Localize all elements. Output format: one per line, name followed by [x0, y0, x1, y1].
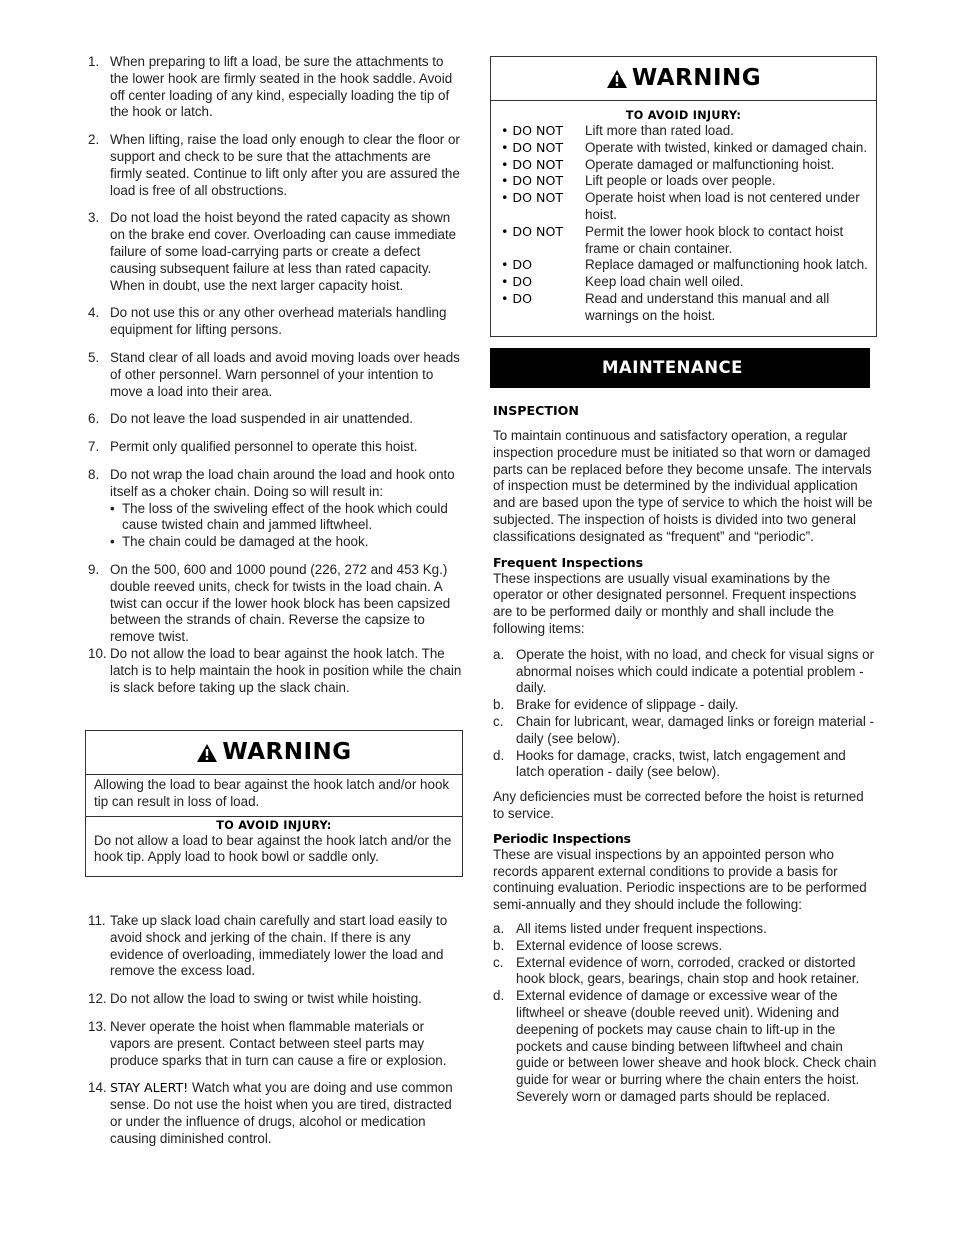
list-item: b. Brake for evidence of slippage - daily.: [493, 697, 739, 713]
warning-text: Allowing the load to bear against the hook latch and/or hook tip can result in loss of load.: [94, 777, 450, 809]
deficiencies-note: Any deficiencies must be corrected before the hoist is returned to service.: [493, 789, 864, 821]
inspection-heading: INSPECTION: [493, 403, 579, 418]
rule-row: • DO NOT Permit the lower hook block to contact hoist frame or chain container.: [501, 223, 844, 256]
rule-row: • DO NOT Lift more than rated load.: [501, 123, 734, 138]
rule-row: • DO NOT Operate with twisted, kinked or damaged chain.: [501, 139, 868, 155]
list-item: d. Hooks for damage, cracks, twist, latch engagement and latch operation - daily (see below).: [493, 747, 846, 780]
list-item: c. External evidence of worn, corroded, cracked or distorted hook block, gears, bearings, chain stop and hook retainer.: [493, 954, 860, 987]
periodic-inspections-intro: These are visual inspections by an appointed person who records apparent external conditions to provide a basis for continuing evaluation. Periodic inspections are to be performed semi-annually and they should include the following:: [493, 846, 867, 913]
inspection-section: [493, 403, 877, 1106]
warning-title: WARNING: [222, 739, 352, 766]
hook-latch-warning-box: [85, 730, 463, 877]
step-item: 13. Never operate the hoist when flammable materials or vapors are present. Contact between steel parts may produce sparks that in turn can cause a fire or explosion.: [88, 1018, 447, 1068]
avoid-injury-label: TO AVOID INJURY:: [216, 818, 332, 832]
inspection-intro: To maintain continuous and satisfactory operation, a regular inspection procedure must be initiated so that worn or damaged parts can be replaced before they become unsafe. The intervals of inspection must be determined by the individual application and are based upon the type of service to which the hoist will be subjected. The inspection of hoists is divided into two general classifications designated as “frequent” and “periodic”.: [493, 428, 873, 544]
step-bullets: [110, 501, 463, 551]
step-item: 14. STAY ALERT! Watch what you are doing and use common sense. Do not use the hoist when you are tired, distracted or under the influence of drugs, alcohol or medication causing diminished control.: [88, 1080, 453, 1146]
step-item: 1. When preparing to lift a load, be sure the attachments to the lower hook are firmly seated in the hook saddle. Avoid off center loading of any kind, especially loading the tip of the hook or latch.: [88, 54, 453, 120]
warning-triangle-icon: [196, 743, 218, 763]
warning-rules: [491, 123, 876, 325]
list-item: c. Chain for lubricant, wear, damaged links or foreign material - daily (see below).: [493, 713, 874, 746]
step-item: 12. Do not allow the load to swing or twist while hoisting.: [88, 991, 422, 1007]
safety-steps-top: [88, 54, 463, 696]
safety-steps-bottom: [88, 913, 463, 1148]
step-item: 9. On the 500, 600 and 1000 pound (226, 272 and 453 Kg.) double reeved units, check for twists in the load chain. A twist can occur if the lower hook block has been capsized between the strands of chain. Reverse the capsize to remove twist.: [88, 561, 451, 645]
frequent-inspections-heading: Frequent Inspections: [493, 554, 644, 570]
rule-row: • DO NOT Operate damaged or malfunctioning hoist.: [501, 156, 835, 172]
rule-row: • DO NOT Lift people or loads over people.: [501, 173, 776, 189]
avoid-injury-text: Do not allow a load to bear against the hook latch and/or the hook tip. Apply load to hook bowl or saddle only.: [94, 832, 452, 865]
warning-triangle-icon: [606, 69, 628, 89]
step-item: 7. Permit only qualified personnel to operate this hoist.: [88, 439, 418, 455]
list-item: a. Operate the hoist, with no load, and check for visual signs or abnormal noises which could indicate a potential problem - daily.: [493, 646, 875, 696]
stay-alert-label: STAY ALERT!: [110, 1080, 189, 1096]
step-item: 8. Do not wrap the load chain around the load and hook onto itself as a choker chain. Doing so will result in: • The loss of the swiveling effect of the hook which could cause twisted chain and jammed liftwheel. • The chain could be damaged at the hook.: [88, 467, 463, 551]
step-item: 11. Take up slack load chain carefully and start load easily to avoid shock and jerking of the chain. If there is any evidence of overloading, immediately lower the load and remove the excess load.: [88, 913, 448, 979]
list-item: b. External evidence of loose screws.: [493, 937, 723, 953]
rule-row: • DO NOT Operate hoist when load is not centered under hoist.: [501, 190, 860, 222]
general-warning-box: [490, 56, 877, 337]
warning-header: [491, 57, 876, 101]
periodic-items: [493, 921, 877, 1106]
periodic-inspections-heading: Periodic Inspections: [493, 830, 631, 846]
rule-row: • DO Read and understand this manual and all warnings on the hoist.: [501, 290, 830, 323]
step-item: 3. Do not load the hoist beyond the rated capacity as shown on the brake end cover. Overloading can cause immediate failure of some load-carrying parts or create a defect causing subsequent failure at less than rated capacity. When in doubt, use the next larger capacity hoist.: [88, 210, 457, 293]
step-item: 10. Do not allow the load to bear against the hook latch. The latch is to help maintain the hook in position while the chain is slack before taking up the slack chain.: [88, 645, 462, 695]
bullet-item: • The chain could be damaged at the hook.: [110, 534, 463, 551]
step-item: 2. When lifting, raise the load only enough to clear the floor or support and check to be sure that the attachments are firmly seated. Continue to lift only after you are assured the load is free of all obstructions.: [88, 132, 460, 198]
maintenance-title: MAINTENANCE: [602, 357, 743, 377]
rule-row: • DO Keep load chain well oiled.: [501, 274, 744, 290]
warning-header: [86, 731, 462, 775]
bullet-item: • The loss of the swiveling effect of the hook which could cause twisted chain and jammed liftwheel.: [110, 501, 463, 535]
step-item: 5. Stand clear of all loads and avoid moving loads over heads of other personnel. Warn personnel of your intention to move a load into their area.: [88, 349, 460, 399]
step-item: 6. Do not leave the load suspended in air unattended.: [88, 411, 414, 427]
warning-title: WARNING: [631, 65, 762, 92]
avoid-injury-label: TO AVOID INJURY:: [625, 109, 742, 122]
maintenance-section-bar: [490, 348, 870, 388]
step-item: 4. Do not use this or any other overhead materials handling equipment for lifting persons.: [88, 305, 447, 338]
frequent-inspections-intro: These inspections are usually visual examinations by the operator or other designated personnel. Frequent inspections are to be performed daily or monthly and shall include the following items:: [493, 570, 857, 636]
list-item: d. External evidence of damage or excessive wear of the liftwheel or sheave (double reeved unit). Widening and deepening of pockets may cause chain to lift-up in the pockets and cause binding between liftwheel and chain guide or between lower sheave and hook block. Check chain guide for wear or burring where the chain enters the hoist. Severely worn or damaged parts should be replaced.: [493, 988, 877, 1104]
list-item: a. All items listed under frequent inspections.: [493, 920, 767, 936]
frequent-items: [493, 647, 877, 781]
rule-row: • DO Replace damaged or malfunctioning hook latch.: [501, 257, 868, 273]
